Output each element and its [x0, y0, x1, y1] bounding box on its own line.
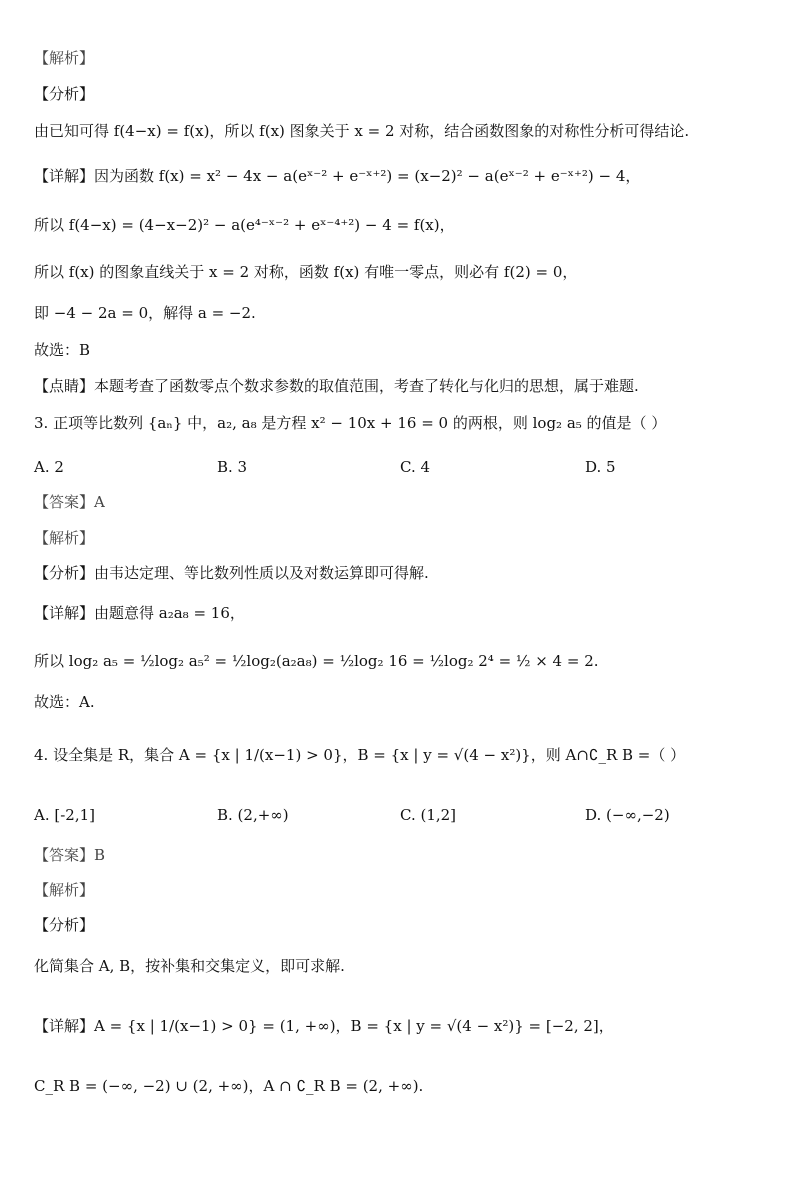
option-a: A. 2 — [34, 458, 64, 476]
answer-label: 【答案】B — [34, 846, 106, 864]
analysis-text: 由已知可得 f(4−x) = f(x)，所以 f(x) 图象关于 x = 2 对称，结合函数图象的对称性分析可得结论. — [34, 122, 690, 140]
detail-text: 【详解】由题意得 a₂a₈ = 16， — [34, 604, 245, 622]
analysis-text: 化简集合 A, B，按补集和交集定义，即可求解. — [34, 957, 345, 975]
section-label-analysis: 【解析】 — [34, 49, 95, 67]
option-c: C. 4 — [400, 458, 431, 476]
analysis-text: 【分析】由韦达定理、等比数列性质以及对数运算即可得解. — [34, 564, 429, 582]
detail-text: 所以 f(4−x) = (4−x−2)² − a(e⁴⁻ˣ⁻² + eˣ⁻⁴⁺²) − 4 = f(x)， — [34, 216, 455, 234]
detail-text: 所以 log₂ a₅ = ½log₂ a₅² = ½log₂(a₂a₈) = ½log₂ 16 = ½log₂ 2⁴ = ½ × 4 = 2. — [34, 652, 599, 670]
detail-text: 【详解】A = {x | 1/(x−1) > 0} = (1, +∞)，B = {x | y = √(4 − x²)} = [−2, 2]， — [34, 1017, 614, 1035]
question-3: 3. 正项等比数列 {aₙ} 中，a₂, a₈ 是方程 x² − 10x + 16 = 0 的两根，则 log₂ a₅ 的值是（ ） — [34, 414, 667, 432]
detail-text: 所以 f(x) 的图象直线关于 x = 2 对称，函数 f(x) 有唯一零点，则必有 f(2) = 0， — [34, 263, 578, 281]
answer-label: 【答案】A — [34, 493, 105, 511]
section-label-fenxi: 【分析】 — [34, 85, 95, 103]
option-a: A. [-2,1] — [34, 806, 95, 824]
section-label-analysis: 【解析】 — [34, 881, 95, 899]
detail-text: 即 −4 − 2a = 0，解得 a = −2. — [34, 304, 256, 322]
choice-text: 故选：A. — [34, 693, 95, 711]
option-b: B. 3 — [217, 458, 248, 476]
section-label-fenxi: 【分析】 — [34, 916, 95, 934]
choice-text: 故选：B — [34, 341, 91, 359]
detail-text: C_R B = (−∞, −2) ∪ (2, +∞)，A ∩ ∁_R B = (2, +∞). — [34, 1077, 424, 1095]
question-4: 4. 设全集是 R，集合 A = {x | 1/(x−1) > 0}，B = {x | y = √(4 − x²)}，则 A∩∁_R B =（ ） — [34, 746, 686, 764]
option-d: D. (−∞,−2) — [585, 806, 670, 824]
option-d: D. 5 — [585, 458, 616, 476]
option-c: C. (1,2] — [400, 806, 457, 824]
option-b: B. (2,+∞) — [217, 806, 289, 824]
section-label-analysis: 【解析】 — [34, 529, 95, 547]
detail-text: 【详解】因为函数 f(x) = x² − 4x − a(eˣ⁻² + e⁻ˣ⁺²) = (x−2)² − a(eˣ⁻² + e⁻ˣ⁺²) − 4， — [34, 167, 641, 185]
comment-text: 【点睛】本题考查了函数零点个数求参数的取值范围，考查了转化与化归的思想，属于难题. — [34, 377, 639, 395]
